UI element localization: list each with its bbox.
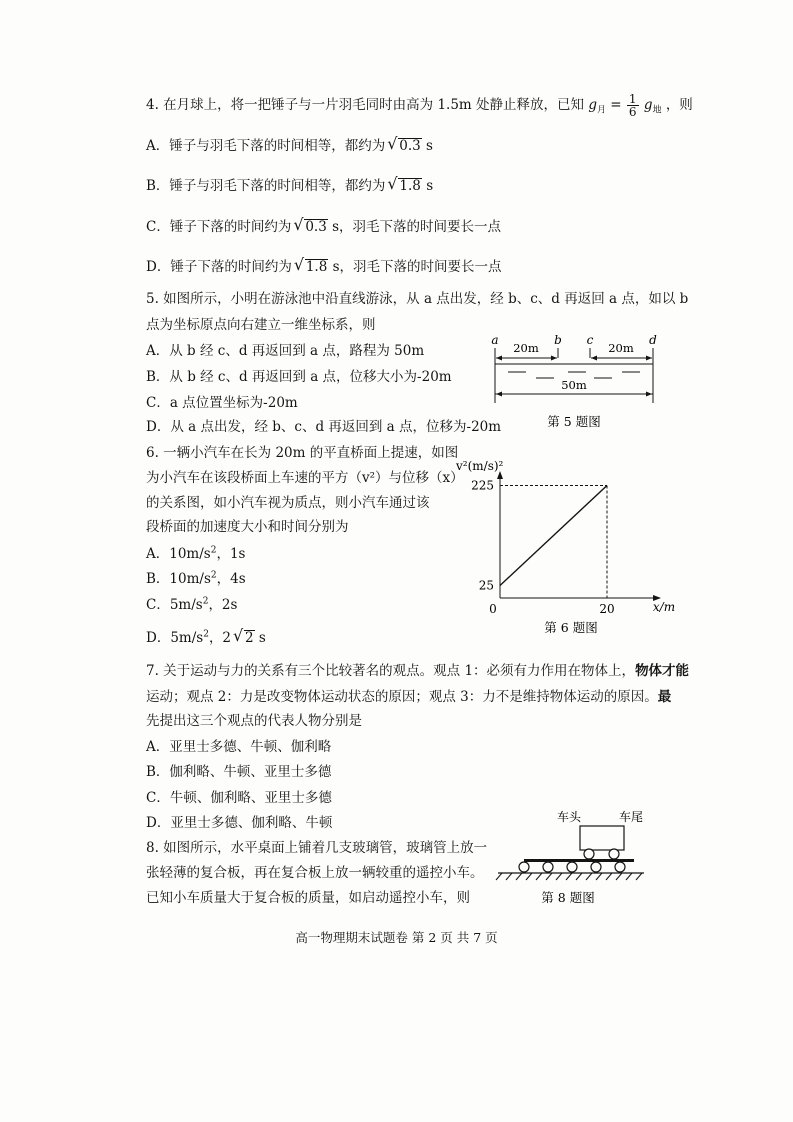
segment-cd-length: 20m <box>608 341 634 355</box>
earth-subscript: 地 <box>652 105 662 116</box>
q6-option-b <box>146 570 246 588</box>
q7-stem-line1 <box>146 662 689 680</box>
q7-stem-line3: 先提出这三个观点的代表人物分别是 <box>146 713 362 729</box>
q4-d-rest: s，羽毛下落的时间要长一点 <box>328 259 502 275</box>
sqrt-symbol <box>294 258 328 276</box>
q4-c-rest: s，羽毛下落的时间要长一点 <box>327 219 502 235</box>
q6-stem-line3: 的关系图，如小汽车视为质点，则小汽车通过该 <box>146 495 430 511</box>
q4-c-text: C．锤子下落的时间约为 <box>146 219 292 235</box>
q4-a-unit: s <box>421 138 433 154</box>
point-d-label: d <box>649 333 657 347</box>
q8-stem-line2: 张轻薄的复合板，再在复合板上放一辆较重的遥控小车。 <box>146 865 484 881</box>
equals-sign: = <box>610 97 622 113</box>
total-length: 50m <box>561 378 587 392</box>
q7-option-a: A．亚里士多德、牛顿、伽利略 <box>146 739 332 755</box>
q6-option-c <box>146 596 237 614</box>
q4-stem-text: 4. 在月球上，将一把锤子与一片羽毛同时由高为 1.5m 处静止释放，已知 <box>146 97 585 113</box>
q6-c-time: ，2s <box>208 597 238 613</box>
point-b-label: b <box>554 333 562 347</box>
remote-car-body <box>580 826 624 850</box>
x-axis-label: x/m <box>652 600 676 614</box>
origin-label: 0 <box>489 602 497 616</box>
q4-d-text: D．锤子下落的时间约为 <box>146 259 292 275</box>
q4-option-a <box>146 137 433 155</box>
car-tail-label: 车尾 <box>618 810 644 824</box>
q5-caption: 第 5 题图 <box>547 414 601 429</box>
q6-a-time: ，1s <box>216 546 246 562</box>
car-head-label: 车头 <box>556 810 582 824</box>
q4-a-radicand: 0.3 <box>399 138 421 154</box>
q4-a-text: A．锤子与羽毛下落的时间相等，都约为 <box>146 138 386 154</box>
q7-stem-line2 <box>146 688 671 706</box>
q5-option-d: D．从 a 点出发，经 b、c、d 再返回到 a 点，位移为-20m <box>146 419 502 435</box>
q8-caption: 第 8 题图 <box>541 890 595 905</box>
square-superscript: 2 <box>202 596 209 607</box>
q6-b-value: B．10m/s <box>146 571 211 587</box>
q6-d-radicand: 2 <box>245 630 254 646</box>
fraction-numerator: 1 <box>628 92 637 106</box>
q6-stem-line2: 为小汽车在该段桥面上车速的平方（v²）与位移（x） <box>146 470 464 486</box>
q4-option-b <box>146 177 433 195</box>
car-wheel <box>584 849 594 859</box>
y-tick-label: 25 <box>478 578 494 593</box>
square-superscript: 2 <box>210 570 217 581</box>
q6-c-value: C．5m/s <box>146 597 203 613</box>
fraction-denominator: 6 <box>628 105 637 119</box>
q4-b-unit: s <box>421 178 434 194</box>
q4-stem <box>146 93 693 118</box>
x-tick-label: 20 <box>599 602 615 616</box>
q5-stem-line2: 点为坐标原点向右建立一维坐标系，则 <box>146 317 376 333</box>
g-symbol-earth: g <box>643 97 653 113</box>
q4-b-radicand: 1.8 <box>399 178 421 194</box>
q8-stem-line3: 已知小车质量大于复合板的质量，如启动遥控小车，则 <box>146 890 470 906</box>
q6-d-unit: s <box>254 630 266 646</box>
y-axis-label: v²(m/s)² <box>456 459 504 473</box>
series-line <box>500 486 607 586</box>
one-sixth-fraction <box>627 93 639 118</box>
q6-stem-line1: 6. 一辆小汽车在长为 20m 的平直桥面上提速，如图 <box>146 445 459 461</box>
q6-b-time: ，4s <box>216 571 246 587</box>
q7-line2-bold: 最 <box>657 689 672 705</box>
sqrt-symbol <box>233 629 255 647</box>
point-a-label: a <box>491 333 499 347</box>
q6-d-mid: ，2 <box>208 630 232 646</box>
q6-stem-line4: 段桥面的加速度大小和时间分别为 <box>146 519 349 535</box>
square-superscript: 2 <box>210 545 217 556</box>
sqrt-symbol <box>387 177 421 195</box>
q7-line1-text: 7. 关于运动与力的关系有三个比较著名的观点。观点 1：必须有力作用在物体上， <box>146 663 636 679</box>
y-tick-label: 225 <box>471 478 494 493</box>
q7-line2-text: 运动；观点 2：力是改变物体运动状态的原因；观点 3：力不是维持物体运动的原因。 <box>146 689 658 705</box>
q6-a-value: A．10m/s <box>146 546 211 562</box>
q5-option-a: A．从 b 经 c、d 再返回到 a 点，路程为 50m <box>146 343 425 359</box>
q4-d-radicand: 1.8 <box>305 259 328 275</box>
q5-figure <box>486 328 666 434</box>
q6-caption: 第 6 题图 <box>544 620 598 635</box>
composite-board <box>524 859 634 862</box>
g-symbol: g <box>588 97 597 113</box>
table-hatching <box>496 873 642 880</box>
sqrt-symbol <box>387 137 421 155</box>
q7-option-d: D．亚里士多德、伽利略、牛顿 <box>146 815 333 831</box>
point-c-label: c <box>586 333 594 347</box>
q4-b-text: B．锤子与羽毛下落的时间相等，都约为 <box>146 178 386 194</box>
q8-figure <box>488 806 648 910</box>
page-footer: 高一物理期末试题卷 第 2 页 共 7 页 <box>295 930 498 945</box>
q4-stem-end: ，则 <box>665 97 693 113</box>
q6-option-a <box>146 545 245 563</box>
q5-option-b: B．从 b 经 c、d 再返回到 a 点，位移大小为-20m <box>146 369 452 385</box>
q6-chart <box>446 450 676 640</box>
q4-option-d <box>146 258 502 276</box>
sqrt-symbol <box>293 218 327 236</box>
moon-subscript: 月 <box>596 105 606 116</box>
q7-option-c: C．牛顿、伽利略、亚里士多德 <box>146 790 332 806</box>
q7-line1-bold: 物体才能 <box>635 663 690 679</box>
q5-stem-line1: 5. 如图所示，小明在游泳池中沿直线游泳，从 a 点出发，经 b、c、d 再返回 a 点，如以 b <box>146 291 689 307</box>
car-wheel <box>609 849 619 859</box>
segment-ab-length: 20m <box>513 341 539 355</box>
q5-option-c: C．a 点位置坐标为-20m <box>146 395 298 411</box>
q8-stem-line1: 8. 如图所示，水平桌面上铺着几支玻璃管，玻璃管上放一 <box>146 840 488 856</box>
q4-option-c <box>146 218 501 236</box>
square-superscript: 2 <box>203 629 209 640</box>
q4-c-radicand: 0.3 <box>305 219 327 235</box>
glass-tubes <box>519 862 625 872</box>
q6-option-d <box>146 629 266 647</box>
q7-option-b: B．伽利略、牛顿、亚里士多德 <box>146 764 332 780</box>
q6-d-value: D．5m/s <box>146 630 204 646</box>
